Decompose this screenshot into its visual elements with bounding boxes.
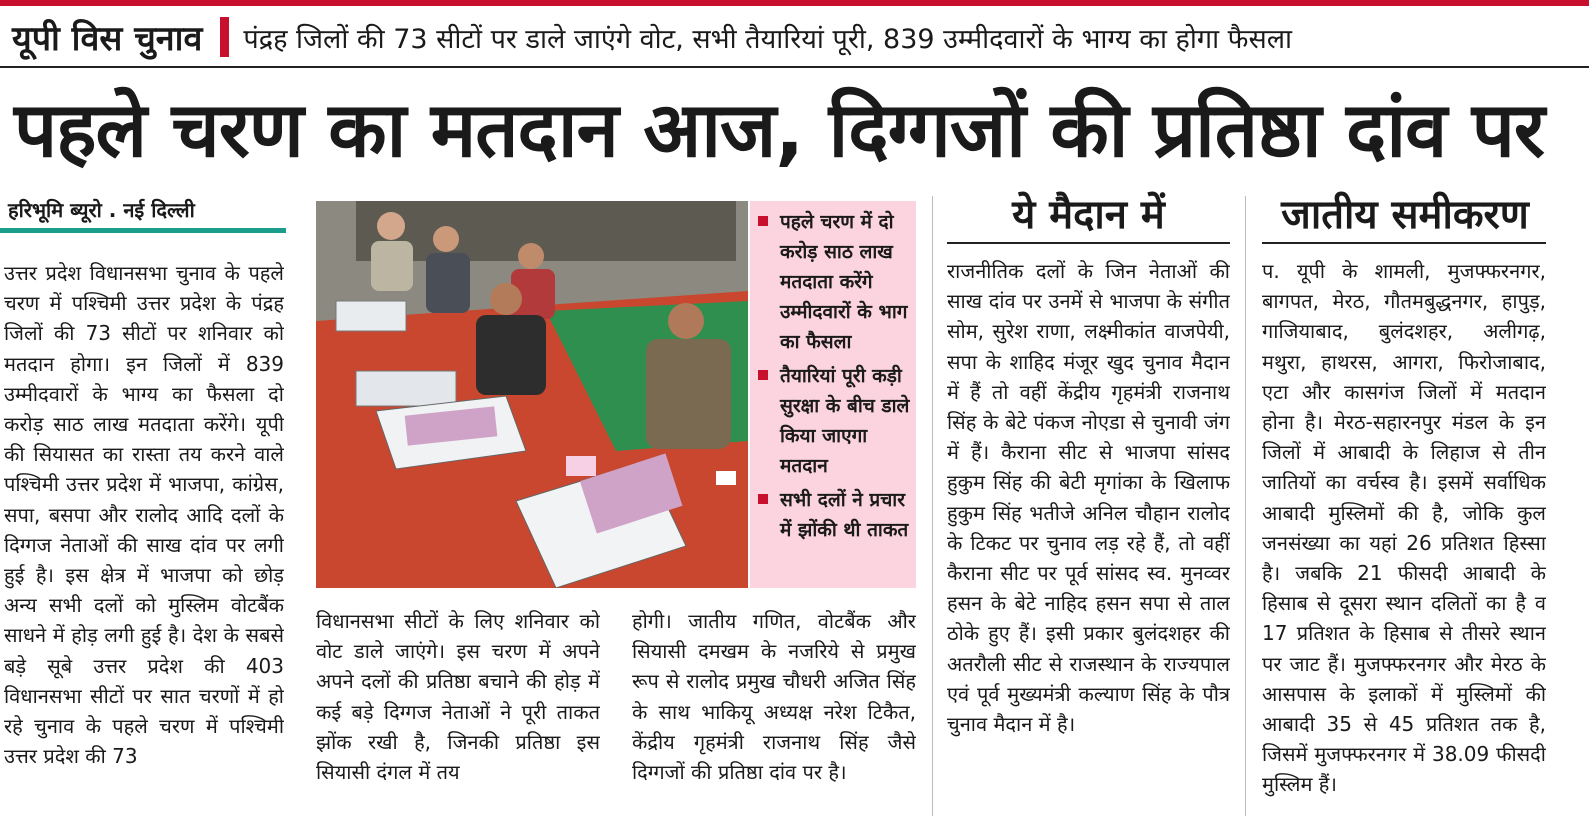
byline-rule bbox=[0, 228, 286, 233]
bullet-square-icon bbox=[758, 370, 768, 380]
kicker-label: यूपी विस चुनाव bbox=[12, 19, 203, 59]
bullet-square-icon bbox=[758, 494, 768, 504]
section-rule bbox=[947, 242, 1230, 244]
kicker-strip bbox=[12, 10, 1577, 64]
section-caste-text: प. यूपी के शामली, मुजफ्फरनगर, बागपत, मेरठ, गौतमबुद्धनगर, हापुड़, गाजियाबाद, बुलंदशहर, अलीगढ़, मथुरा, हाथरस, आगरा, फिरोजाबाद, एटा और कासगंज जिलों में मतदान होना है। मेरठ-सहारनपुर मंडल के इन जिलों में आबादी के लिहाज से तीन जातियों का वर्चस्व है। इसमें सर्वाधिक आबादी मुस्लिमों की है, जोकि कुल जनसंख्या का यहां 26 प्रतिशत हिस्सा है। जबकि 21 फीसदी आबादी के हिसाब से दूसरा स्थान दलितों का है व 17 प्रतिशत के हिसाब से तीसरे स्थान पर जाट हैं। मुजफ्फरनगर और मेरठ के आसपास के इलाकों में मुस्लिमों की आबादी 35 से 45 प्रतिशत तक है, जिसमें मुजफ्फरनगर में 38.09 फीसदी मुस्लिम हैं। bbox=[1262, 259, 1546, 797]
headline: पहले चरण का मतदान आज, दिग्गजों की प्रतिष्ठा दांव पर bbox=[14, 85, 1545, 174]
byline: हरिभूमि ब्यूरो . नई दिल्ली bbox=[8, 198, 195, 222]
section-rule bbox=[1262, 242, 1546, 244]
highlight-item bbox=[758, 485, 910, 545]
highlight-item bbox=[758, 207, 910, 357]
highlights-box bbox=[750, 201, 916, 588]
top-color-bar bbox=[0, 0, 1589, 6]
highlight-text: पहले चरण में दो करोड़ साठ लाख मतदाता करेंगे उम्मीदवारों के भाग का फैसला bbox=[780, 211, 908, 353]
news-photo-evm-preparation bbox=[316, 201, 748, 588]
highlights-list bbox=[758, 207, 910, 545]
bullet-square-icon bbox=[758, 216, 768, 226]
highlight-text: तैयारियां पूरी कड़ी सुरक्षा के बीच डाले किया जाएगा मतदान bbox=[780, 365, 910, 477]
article-column-2: विधानसभा सीटों के लिए शनिवार को वोट डाले जाएंगे। इस चरण में अपने अपने दलों की प्रतिष्ठा बचाने की होड़ में कई बड़े दिग्गज नेताओं ने पूरी ताकत झोंक रखी है, जिनकी प्रतिष्ठा इस सियासी दंगल में तय bbox=[316, 609, 600, 785]
kicker-summary: पंद्रह जिलों की 73 सीटों पर डाले जाएंगे वोट, सभी तैयारियां पूरी, 839 उम्मीदवारों के भाग्य का होगा फैसला bbox=[243, 23, 1293, 55]
article-column-1: उत्तर प्रदेश विधानसभा चुनाव के पहले चरण में पश्चिमी उत्तर प्रदेश के पंद्रह जिलों की 73 सीटों पर शनिवार को मतदान होगा। इन जिलों में 839 उम्मीदवारों के भाग्य का फैसला दो करोड़ साठ लाख मतदाता करेंगे। यूपी की सियासत का रास्ता तय करने वाले पश्चिमी उत्तर प्रदेश में भाजपा, कांग्रेस, सपा, बसपा और रालोद आदि दलों के दिग्गज नेताओं की साख दांव पर लगी हुई है। इस क्षेत्र में भाजपा को छोड़ अन्य सभी दलों को मुस्लिम वोटबैंक साधने में होड़ लगी हुई है। देश के सबसे बड़े सूबे उत्तर प्रदेश की 403 विधानसभा सीटों पर सात चरणों में हो रहे चुनाव के पहले चरण में पश्चिमी उत्तर प्रदेश की 73 bbox=[4, 261, 284, 769]
article-column-3: होगी। जातीय गणित, वोटबैंक और सियासी दमखम के नजरिये से प्रमुख रूप से रालोद प्रमुख चौधरी अजित सिंह के साथ भाकियू अध्यक्ष नरेश टिकैत, केंद्रीय गृहमंत्री राजनाथ सिंह जैसे दिग्गजों की प्रतिष्ठा दांव पर है। bbox=[632, 609, 916, 785]
highlight-text: सभी दलों ने प्रचार में झोंकी थी ताकत bbox=[780, 489, 909, 541]
section-candidates-text: राजनीतिक दलों के जिन नेताओं की साख दांव पर उनमें से भाजपा के संगीत सोम, सुरेश राणा, लक्ष्मीकांत वाजपेयी, सपा के शाहिद मंजूर खुद चुनाव मैदान में हैं तो वहीं केंद्रीय गृहमंत्री राजनाथ सिंह के बेटे पंकज नोएडा से चुनावी जंग में हैं। कैराना सीट से भाजपा सांसद हुकुम सिंह की बेटी मृगांका के खिलाफ हुकुम सिंह भतीजे अनिल चौहान रालोद के टिकट पर चुनाव लड़ रहे हैं, तो वहीं कैराना सीट पर पूर्व सांसद स्व. मुनव्वर हसन के बेटे नाहिद हसन सपा से ताल ठोके हुए हैं। इसी प्रकार बुलंदशहर की अतरौली सीट से राजस्थान के राज्यपाल एवं पूर्व मुख्यमंत्री कल्याण सिंह के पौत्र चुनाव मैदान में है। bbox=[947, 259, 1230, 737]
column-divider bbox=[932, 196, 933, 816]
section-title-candidates: ये मैदान में bbox=[1012, 192, 1165, 238]
section-title-caste-equation: जातीय समीकरण bbox=[1281, 192, 1529, 238]
photo-illustration bbox=[316, 201, 748, 588]
kicker-separator bbox=[220, 17, 229, 57]
highlight-item bbox=[758, 361, 910, 481]
column-divider bbox=[1245, 196, 1246, 816]
kicker-rule bbox=[0, 66, 1589, 68]
